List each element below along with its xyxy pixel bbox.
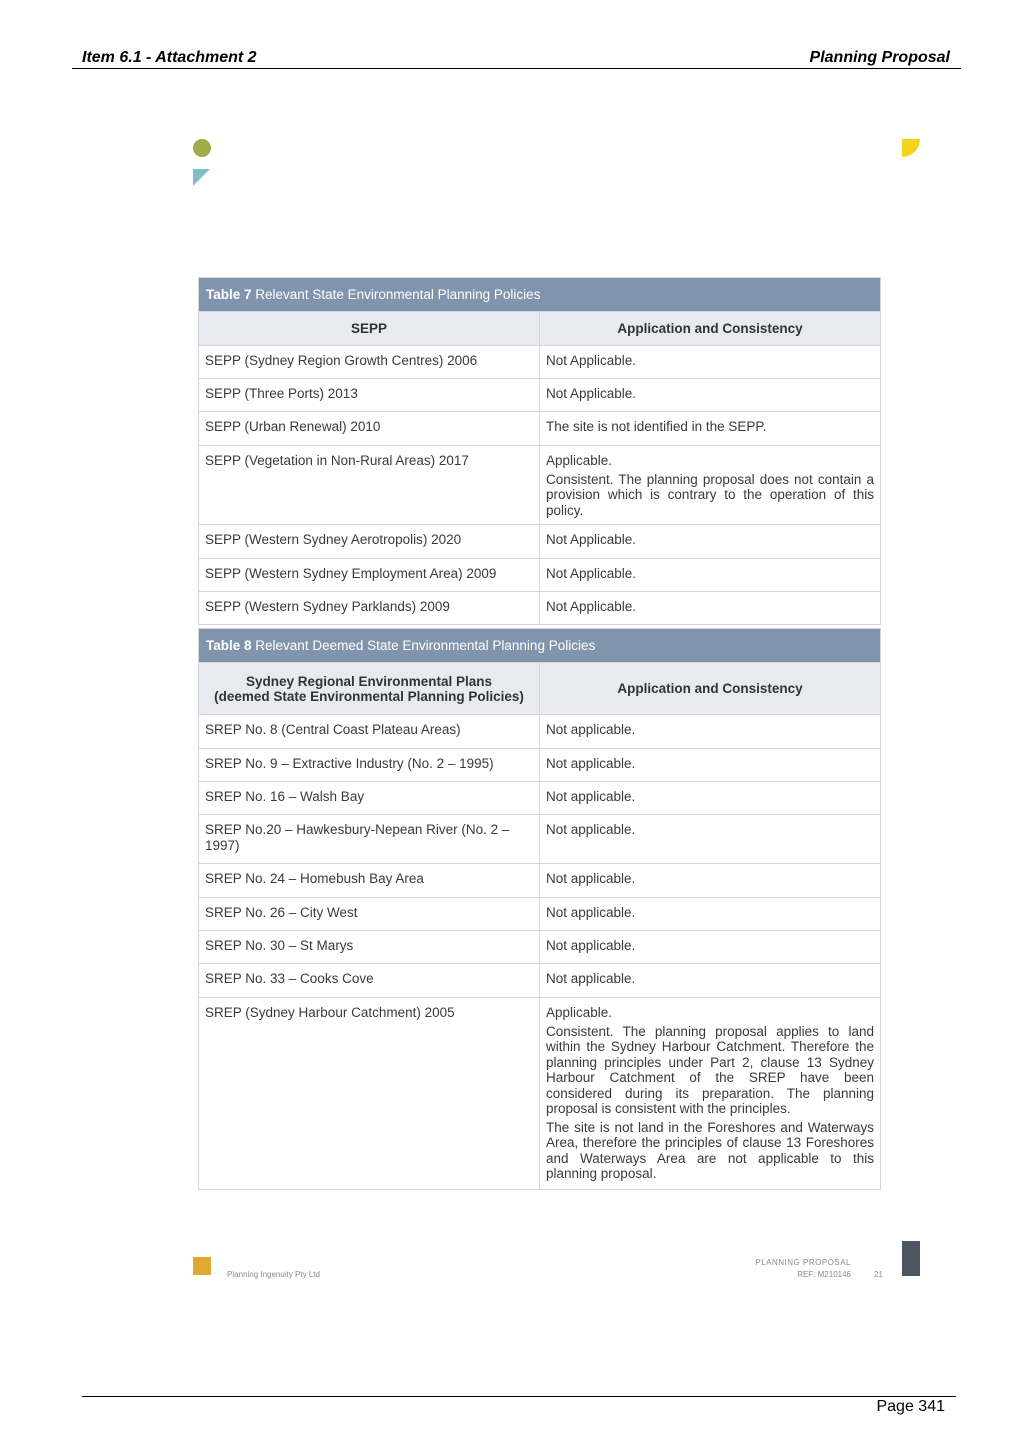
footer-logo-square-icon bbox=[193, 1257, 211, 1275]
table-row bbox=[199, 446, 881, 525]
row-application-consistency bbox=[540, 715, 881, 749]
header-document-title: Planning Proposal bbox=[809, 49, 950, 66]
row-application-consistency bbox=[540, 379, 881, 412]
cell-paragraph: Not applicable. bbox=[546, 822, 636, 837]
row-application-consistency bbox=[540, 749, 881, 782]
row-application-consistency bbox=[540, 815, 881, 864]
row-application-consistency bbox=[540, 346, 881, 379]
footer-bar-icon bbox=[902, 1241, 920, 1276]
table-row bbox=[199, 592, 881, 625]
row-application-consistency bbox=[540, 446, 881, 525]
table-row bbox=[199, 998, 881, 1190]
cell-paragraph: Not Applicable. bbox=[546, 566, 637, 581]
row-policy-name: SEPP (Western Sydney Aerotropolis) 2020 bbox=[199, 525, 540, 559]
cell-paragraph: Consistent. The planning proposal applies to land within the Sydney Harbour Catchment. Therefore the planning principles under Part 2, clause 13 Sydney Harbour Catchment of the SREP have been considered during its preparation. The planning proposal is consistent with the principles. bbox=[546, 1023, 875, 1116]
cell-paragraph: Not applicable. bbox=[546, 905, 636, 920]
cell-paragraph: Not applicable. bbox=[546, 722, 636, 737]
page-number: Page 341 bbox=[876, 1398, 945, 1415]
table-row bbox=[199, 525, 881, 559]
footer-company-name: Planning Ingenuity Pty Ltd bbox=[227, 1270, 320, 1279]
footer-doc-title: PLANNING PROPOSAL bbox=[755, 1258, 851, 1267]
cell-paragraph: Not applicable. bbox=[546, 789, 636, 804]
cell-paragraph: Not applicable. bbox=[546, 871, 636, 886]
table-8-srep bbox=[198, 628, 881, 1190]
table-8-col-srep: Sydney Regional Environmental Plans (deemed State Environmental Planning Policies) bbox=[199, 663, 540, 715]
cell-paragraph: The site is not identified in the SEPP. bbox=[546, 419, 767, 434]
row-application-consistency bbox=[540, 412, 881, 446]
row-policy-name: SREP No. 9 – Extractive Industry (No. 2 – 1995) bbox=[199, 749, 540, 782]
row-application-consistency bbox=[540, 931, 881, 964]
table-row bbox=[199, 964, 881, 998]
cell-paragraph: Not Applicable. bbox=[546, 532, 637, 547]
table-row bbox=[199, 931, 881, 964]
row-policy-name: SEPP (Vegetation in Non-Rural Areas) 2017 bbox=[199, 446, 540, 525]
table-row bbox=[199, 782, 881, 815]
header-attachment-label: Item 6.1 - Attachment 2 bbox=[82, 49, 257, 66]
footer-rule bbox=[82, 1396, 956, 1397]
row-policy-name: SREP No. 8 (Central Coast Plateau Areas) bbox=[199, 715, 540, 749]
header-rule bbox=[72, 68, 961, 69]
cell-paragraph: Not applicable. bbox=[546, 971, 636, 986]
table-row bbox=[199, 749, 881, 782]
table-row bbox=[199, 864, 881, 898]
row-policy-name: SREP No. 24 – Homebush Bay Area bbox=[199, 864, 540, 898]
table-8-body bbox=[199, 715, 881, 1190]
cell-paragraph: The site is not land in the Foreshores and Waterways Area, therefore the principles of clause 13 Foreshores and Waterways Area are not applicable to this planning proposal. bbox=[546, 1119, 875, 1181]
row-application-consistency bbox=[540, 864, 881, 898]
row-policy-name: SREP No. 33 – Cooks Cove bbox=[199, 964, 540, 998]
row-policy-name: SREP No. 30 – St Marys bbox=[199, 931, 540, 964]
row-application-consistency bbox=[540, 782, 881, 815]
cell-paragraph: Not Applicable. bbox=[546, 386, 637, 401]
table-7-caption: Table 7 Relevant State Environmental Planning Policies bbox=[199, 278, 881, 312]
footer-reference: REF: M210146 bbox=[797, 1270, 851, 1279]
row-policy-name: SEPP (Western Sydney Parklands) 2009 bbox=[199, 592, 540, 625]
table-row bbox=[199, 379, 881, 412]
table-7-col-sepp: SEPP bbox=[199, 312, 540, 346]
table-row bbox=[199, 815, 881, 864]
decorative-quarter-circle-icon bbox=[902, 139, 920, 157]
row-application-consistency bbox=[540, 998, 881, 1190]
row-policy-name: SREP No. 16 – Walsh Bay bbox=[199, 782, 540, 815]
table-row bbox=[199, 715, 881, 749]
table-row bbox=[199, 559, 881, 592]
cell-paragraph: Not Applicable. bbox=[546, 599, 637, 614]
row-application-consistency bbox=[540, 592, 881, 625]
row-application-consistency bbox=[540, 898, 881, 931]
cell-paragraph: Applicable. bbox=[546, 1005, 613, 1020]
decorative-triangle-icon bbox=[193, 169, 210, 186]
cell-paragraph: Not applicable. bbox=[546, 756, 636, 771]
cell-paragraph: Not applicable. bbox=[546, 938, 636, 953]
cell-paragraph: Applicable. bbox=[546, 453, 613, 468]
row-policy-name: SEPP (Western Sydney Employment Area) 2009 bbox=[199, 559, 540, 592]
row-application-consistency bbox=[540, 964, 881, 998]
footer-inner-page-number: 21 bbox=[874, 1270, 883, 1279]
table-8-col-application: Application and Consistency bbox=[540, 663, 881, 715]
table-7-sepp bbox=[198, 277, 881, 625]
row-policy-name: SREP (Sydney Harbour Catchment) 2005 bbox=[199, 998, 540, 1190]
cell-paragraph: Consistent. The planning proposal does not contain a provision which is contrary to the operation of this policy. bbox=[546, 471, 875, 518]
decorative-circle-icon bbox=[193, 139, 211, 157]
table-row bbox=[199, 412, 881, 446]
row-policy-name: SREP No. 26 – City West bbox=[199, 898, 540, 931]
cell-paragraph: Not Applicable. bbox=[546, 353, 637, 368]
row-policy-name: SEPP (Urban Renewal) 2010 bbox=[199, 412, 540, 446]
row-application-consistency bbox=[540, 525, 881, 559]
table-row bbox=[199, 346, 881, 379]
table-7-body bbox=[199, 346, 881, 625]
table-8-caption: Table 8 Relevant Deemed State Environmental Planning Policies bbox=[199, 629, 881, 663]
row-policy-name: SEPP (Three Ports) 2013 bbox=[199, 379, 540, 412]
row-policy-name: SREP No.20 – Hawkesbury-Nepean River (No. 2 – 1997) bbox=[199, 815, 540, 864]
table-7-col-application: Application and Consistency bbox=[540, 312, 881, 346]
row-application-consistency bbox=[540, 559, 881, 592]
table-row bbox=[199, 898, 881, 931]
row-policy-name: SEPP (Sydney Region Growth Centres) 2006 bbox=[199, 346, 540, 379]
